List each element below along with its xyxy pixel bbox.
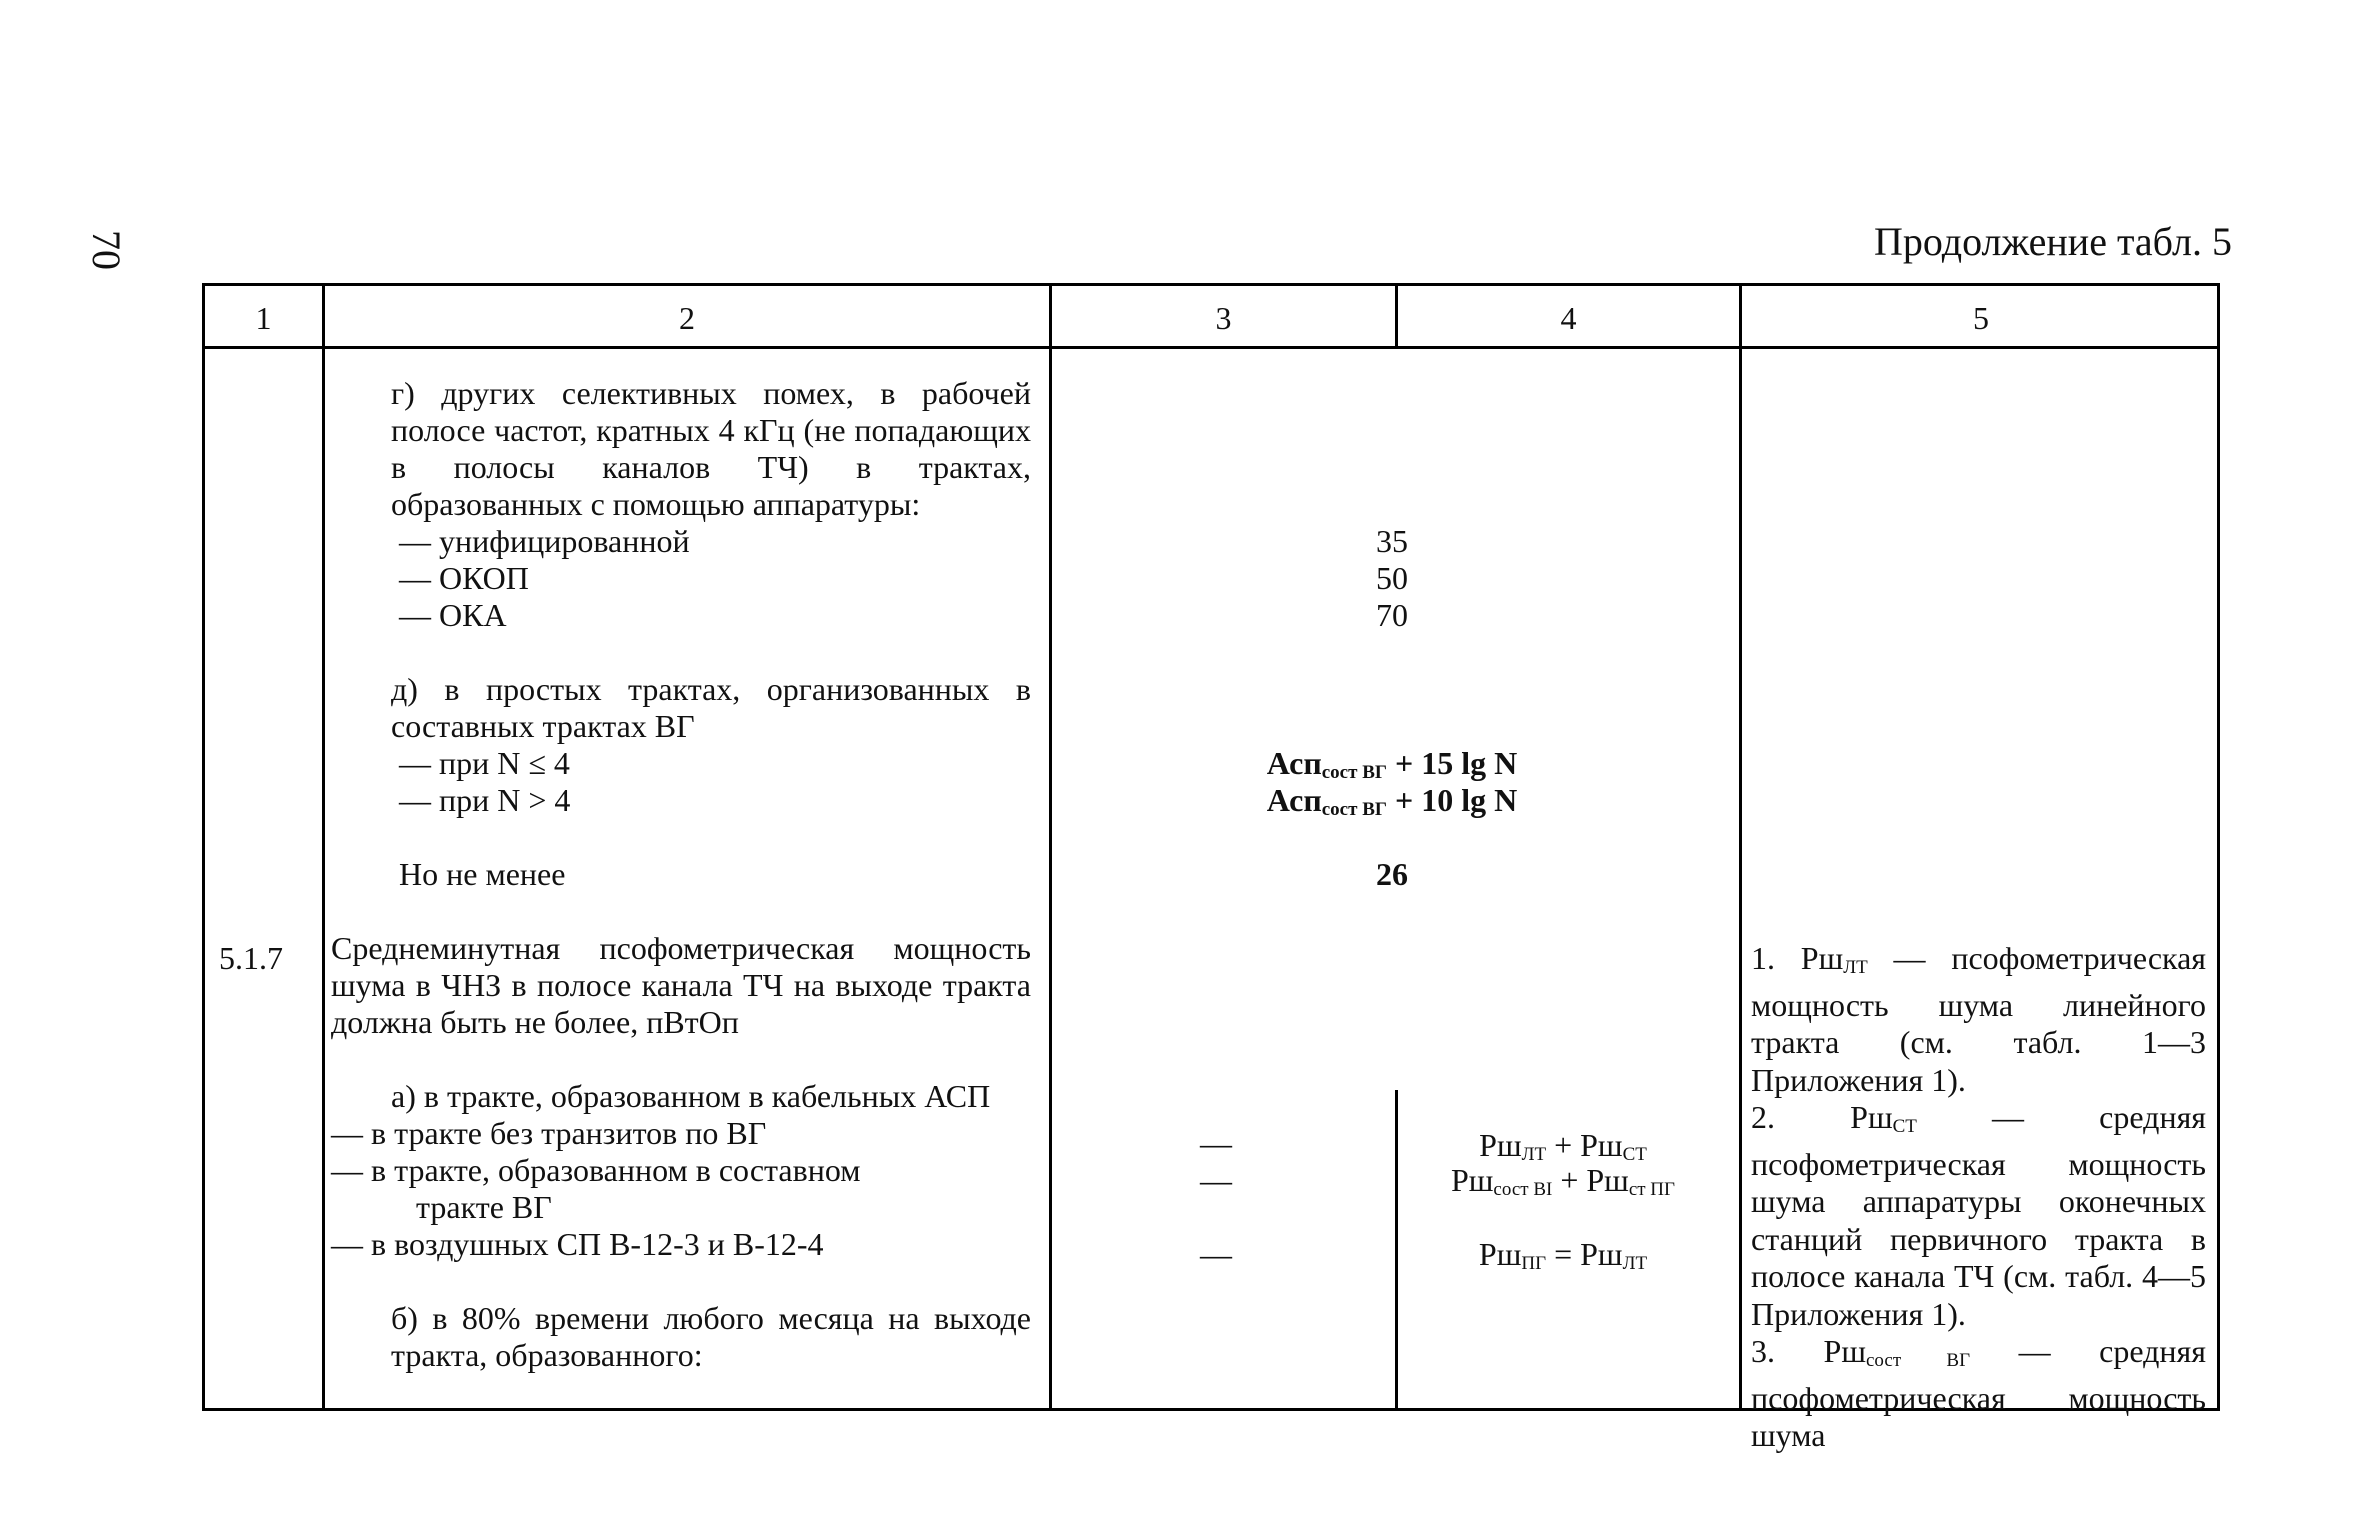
item-g-text: г) других селективных помех, в рабочей полосе частот, кратных 4 кГц (не попадающих в полосы каналов ТЧ) в трактах, образованных с помощью аппаратуры: (391, 375, 1031, 522)
note-2-b: — средняя псофометрическая мощность шума аппаратуры оконечных станций первичного тракта в полосе канала ТЧ (см. табл. 4—5 Приложения 1). (1751, 1099, 2207, 1332)
item-g-oka: — ОКА (399, 597, 507, 633)
f2-a-sub: сост ВІ (1493, 1179, 1553, 1200)
item-d-n-gt-4: — при N > 4 (399, 782, 571, 818)
section-number: 5.1.7 (219, 940, 283, 976)
note-3-a: 3. Рш (1751, 1333, 1866, 1369)
item-517-sub-a: а) в тракте, образованном в кабельных АСП (391, 1078, 991, 1114)
header-col-4: 4 (1560, 300, 1577, 336)
f3-b-sub: ЛТ (1622, 1253, 1648, 1274)
f3-b: Рш (1580, 1236, 1623, 1272)
table-caption: Продолжение табл. 5 (1874, 219, 2232, 264)
note-2 (1751, 1099, 2206, 1333)
standards-table (202, 283, 2220, 1453)
note-1-b: — псофометрическая мощность шума линейного тракта (см. табл. 1—3 Приложения 1). (1751, 940, 2207, 1098)
item-d-min-label: Но не менее (399, 856, 566, 892)
col-divider-1 (322, 286, 325, 1408)
col3-a2: — (1200, 1162, 1232, 1198)
f3-eq: = (1546, 1236, 1581, 1272)
header-col-5: 5 (1973, 300, 1989, 336)
f1-plus: + (1546, 1127, 1581, 1163)
note-1 (1751, 940, 2206, 1099)
value-d2-main: Асп (1266, 782, 1322, 818)
formula-2 (1393, 1162, 1733, 1208)
item-517-a1: — в тракте без транзитов по ВГ (331, 1115, 767, 1151)
value-g-okop: 50 (1376, 560, 1408, 596)
col2-block-g (331, 375, 1031, 1374)
f2-b-sub: ст ПГ (1628, 1179, 1676, 1200)
f1-a-sub: ЛТ (1521, 1144, 1547, 1165)
f2-b: Рш (1586, 1162, 1629, 1198)
item-g-unified: — унифицированной (399, 523, 690, 559)
value-d2-sub: сост ВГ (1321, 799, 1387, 820)
item-517-a3: — в воздушных СП В-12-3 и В-12-4 (331, 1226, 824, 1262)
header-col-2: 2 (679, 300, 695, 336)
value-d-n-gt-4 (1052, 782, 1732, 828)
value-g-oka: 70 (1376, 597, 1408, 633)
value-d1-tail: + 15 lg N (1386, 745, 1518, 781)
formula-3 (1393, 1236, 1733, 1282)
item-517-a2: — в тракте, образованном в составном (331, 1152, 861, 1188)
item-d-text: д) в простых трактах, организованных в составных трактах ВГ (391, 671, 1031, 744)
note-1-sub: ЛТ (1843, 957, 1868, 978)
header-col-1: 1 (255, 300, 272, 336)
note-2-sub: СТ (1892, 1116, 1917, 1137)
col3-a3: — (1200, 1236, 1232, 1272)
f3-a: Рш (1478, 1236, 1522, 1272)
note-2-a: 2. Рш (1751, 1099, 1893, 1135)
f3-a-sub: ПГ (1521, 1253, 1547, 1274)
notes-col5 (1751, 940, 2206, 1455)
value-d1-main: Асп (1266, 745, 1322, 781)
note-3-b: — средняя псофометрическая мощность шума (1751, 1333, 2206, 1453)
item-g-okop: — ОКОП (399, 560, 529, 596)
value-d1-sub: сост ВГ (1321, 762, 1387, 783)
col-divider-4 (1739, 286, 1742, 1408)
f1-b-sub: СТ (1622, 1144, 1647, 1165)
item-d-n-le-4: — при N ≤ 4 (399, 745, 570, 781)
f2-plus: + (1552, 1162, 1587, 1198)
col3-a1: — (1200, 1125, 1232, 1161)
item-517-sub-b: б) в 80% времени любого месяца на выходе тракта, образованного: (391, 1300, 1031, 1373)
item-517-a2-cont: тракте ВГ (416, 1189, 552, 1225)
header-rule (205, 346, 2217, 349)
f1-b: Рш (1580, 1127, 1623, 1163)
header-col-3: 3 (1215, 300, 1232, 336)
value-g-unified: 35 (1376, 523, 1408, 559)
f2-a: Рш (1450, 1162, 1494, 1198)
value-d-min: 26 (1376, 856, 1408, 892)
note-3 (1751, 1333, 2206, 1455)
note-1-a: 1. Рш (1751, 940, 1844, 976)
note-3-sub: сост ВГ (1865, 1350, 1971, 1371)
f1-a: Рш (1479, 1127, 1522, 1163)
item-517-text: Среднеминутная псофометрическая мощность шума в ЧНЗ в полосе канала ТЧ на выходе тракта должна быть не более, пВтОп (331, 930, 1031, 1040)
page-number: 70 (84, 230, 129, 270)
value-d2-tail: + 10 lg N (1386, 782, 1518, 818)
